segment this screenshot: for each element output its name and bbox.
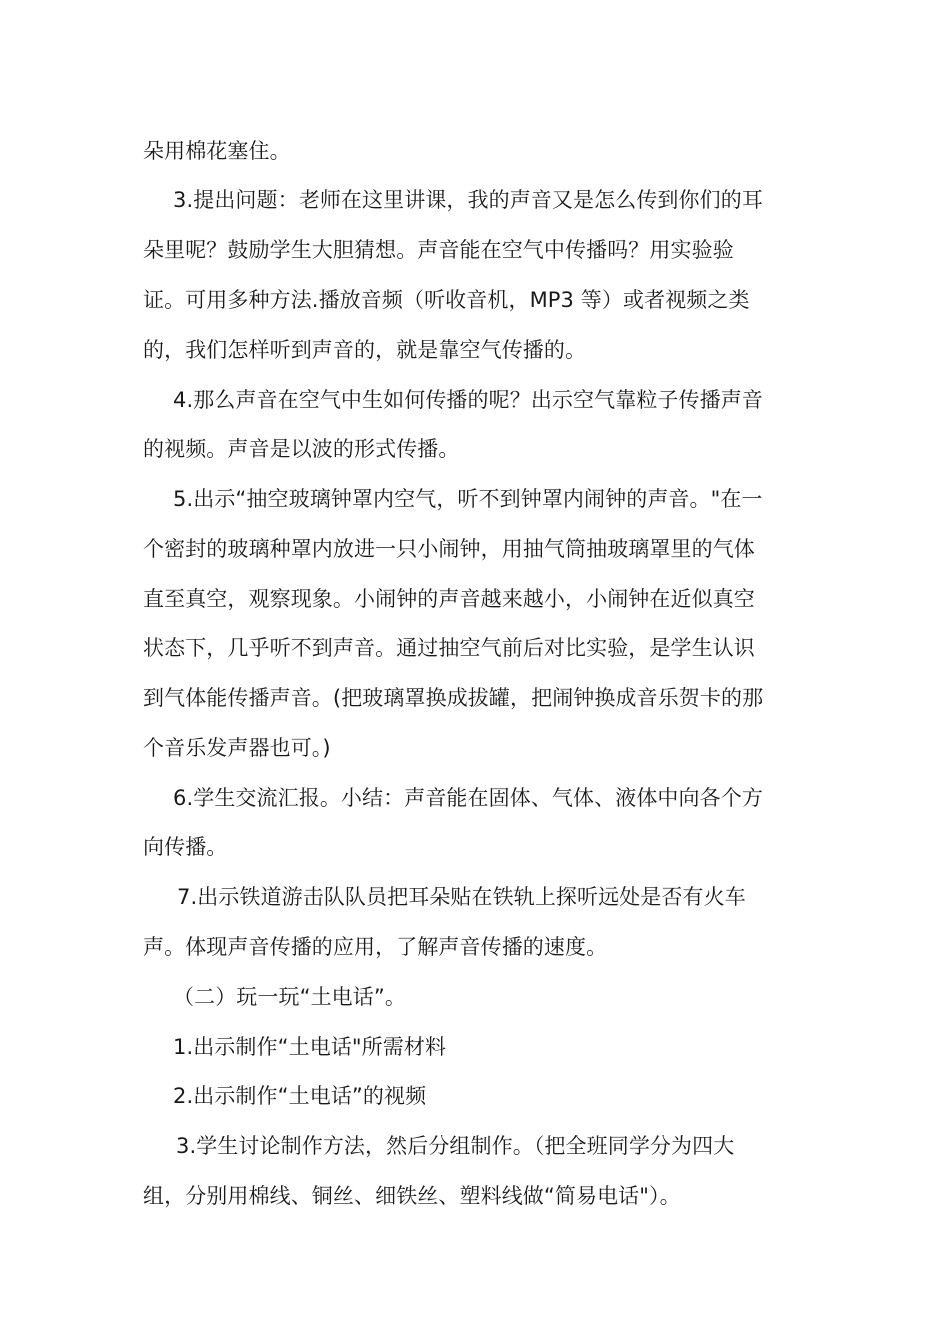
text-line: 7.出示铁道游击队队员把耳朵贴在铁轨上探听远处是否有火车 [177, 885, 746, 909]
text-line: 3.提出问题：老师在这里讲课，我的声音又是怎么传到你们的耳 [173, 188, 763, 212]
text-line: 的视频。声音是以波的形式传播。 [143, 437, 460, 461]
text-line: 朵里呢？鼓励学生大胆猜想。声音能在空气中传播吗？用实验验 [143, 238, 734, 262]
text-line: 1.出示制作“土电话"所需材料 [173, 1035, 447, 1059]
text-line: 到气体能传播声音。(把玻璃罩换成拔罐，把闹钟换成音乐贺卡的那 [143, 686, 764, 710]
section-heading: （二）玩一玩“土电话”。 [173, 985, 406, 1009]
text-line: 个音乐发声器也可。) [143, 736, 331, 760]
text-line: 朵用棉花塞住。 [143, 139, 291, 163]
text-line: 向传播。 [143, 835, 228, 859]
text-line: 直至真空，观察现象。小闹钟的声音越来越小，小闹钟在近似真空 [143, 587, 755, 611]
text-line: 6.学生交流汇报。小结：声音能在固体、气体、液体中向各个方 [173, 786, 763, 810]
text-line: 个密封的玻璃种罩内放进一只小闹钟，用抽气筒抽玻璃罩里的气体 [143, 537, 755, 561]
text-line: 3.学生讨论制作方法，然后分组制作。（把全班同学分为四大 [176, 1134, 735, 1158]
text-line: 证。可用多种方法.播放音频（听收音机，MP3 等）或者视频之类 [143, 288, 750, 312]
text-line: 2.出示制作“土电话”的视频 [173, 1084, 427, 1108]
text-line: 组，分别用棉线、铜丝、细铁丝、塑料线做“简易电话"）。 [143, 1184, 681, 1208]
text-line: 状态下，几乎听不到声音。通过抽空气前后对比实验，是学生认识 [143, 636, 755, 660]
text-line: 4.那么声音在空气中生如何传播的呢？出示空气靠粒子传播声音 [173, 388, 763, 412]
text-line: 的，我们怎样听到声音的，就是靠空气传播的。 [143, 338, 587, 362]
text-line: 5.出示“抽空玻璃钟罩内空气，听不到钟罩内闹钟的声音。"在一 [173, 487, 763, 511]
text-line: 声。体现声音传播的应用，了解声音传播的速度。 [143, 935, 608, 959]
